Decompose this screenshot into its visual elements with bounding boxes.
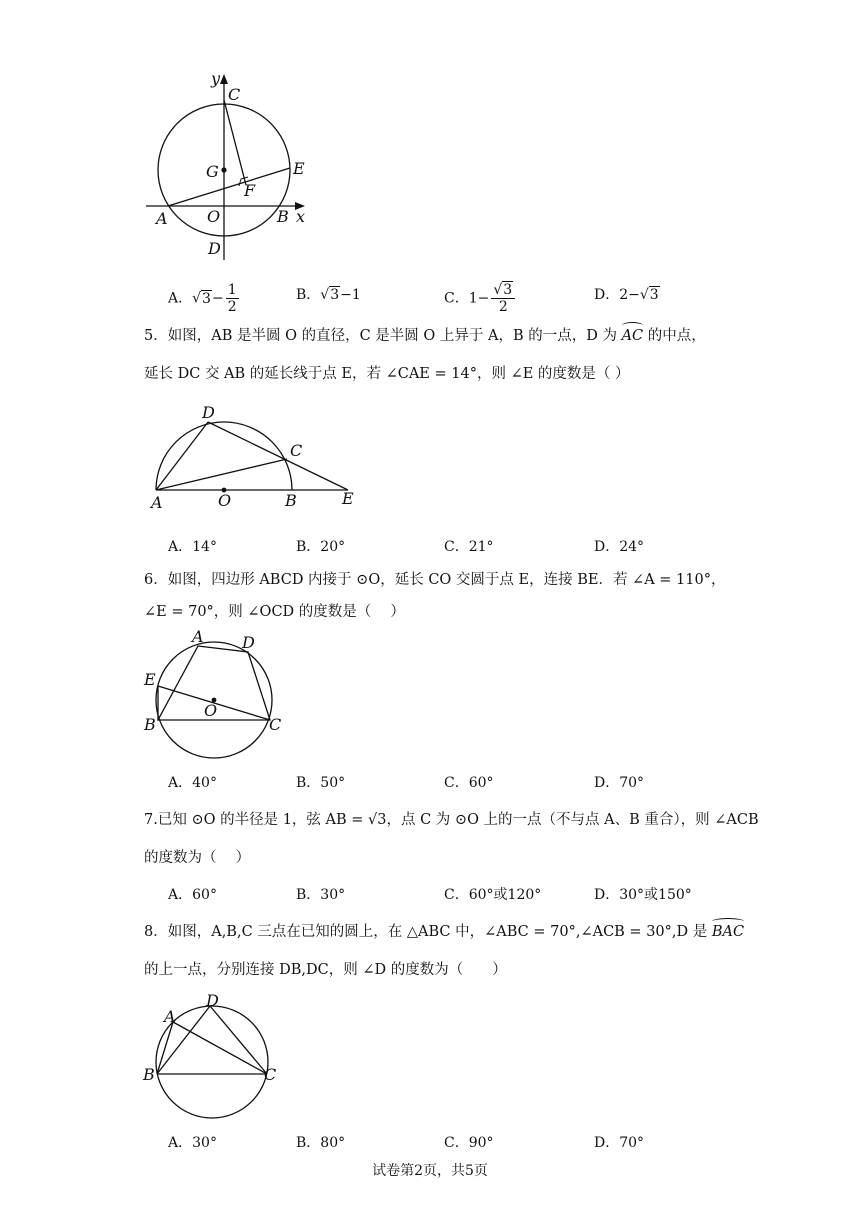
q6-option-c[interactable]: C．60° bbox=[444, 775, 494, 791]
q4-label-e: E bbox=[293, 159, 305, 178]
q4-option-b[interactable]: B．√3−1 bbox=[296, 287, 361, 303]
q8-label-b: B bbox=[143, 1065, 155, 1084]
q4-option-c[interactable]: C．1− $\frac{√3}{2}$ bbox=[444, 282, 517, 315]
q6-options bbox=[168, 772, 728, 796]
q6-label-c: C bbox=[269, 715, 282, 734]
q8-stem-line2: 的上一点，分别连接 DB,DC，则 ∠D 的度数为（ ） bbox=[144, 962, 507, 978]
q4-label-c: C bbox=[228, 85, 241, 104]
q7-options bbox=[168, 884, 728, 908]
q5-stem-line2: 延长 DC 交 AB 的延长线于点 E，若 ∠CAE = 14°，则 ∠E 的度数是（ ） bbox=[144, 366, 630, 382]
q5-option-a[interactable]: A．14° bbox=[168, 539, 217, 555]
q4-label-o: O bbox=[207, 207, 221, 226]
q8-options bbox=[168, 1132, 728, 1156]
q4-options bbox=[168, 282, 728, 315]
q5-figure bbox=[144, 402, 364, 514]
q6-label-o: O bbox=[204, 701, 218, 720]
q6-option-b[interactable]: B．50° bbox=[296, 775, 346, 791]
q5-label-c: C bbox=[290, 441, 303, 460]
q5-option-b[interactable]: B．20° bbox=[296, 539, 346, 555]
q8-figure bbox=[140, 992, 290, 1122]
q8-label-a: A bbox=[164, 1007, 176, 1026]
q5-option-c[interactable]: C．21° bbox=[444, 539, 494, 555]
page-footer: 试卷第2页，共5页 bbox=[372, 1163, 488, 1179]
q7-option-d[interactable]: D．30°或150° bbox=[594, 887, 692, 903]
q8-option-a[interactable]: A．30° bbox=[168, 1135, 217, 1151]
q4-option-a[interactable]: A．√3− $\frac{1}{2}$ bbox=[168, 282, 237, 315]
q5-label-a: A bbox=[151, 493, 163, 512]
q6-figure bbox=[140, 628, 290, 764]
q8-label-d: D bbox=[206, 992, 219, 1010]
q4-label-f: F bbox=[244, 181, 256, 200]
q8-option-c[interactable]: C．90° bbox=[444, 1135, 494, 1151]
q4-label-b: B bbox=[277, 207, 289, 226]
q6-label-e: E bbox=[144, 670, 156, 689]
q4-figure bbox=[140, 70, 320, 265]
q6-stem-line2: ∠E = 70°，则 ∠OCD 的度数是（ ） bbox=[144, 604, 405, 620]
q8-stem-line1: 8．如图，A,B,C 三点在已知的圆上，在 △ABC 中，∠ABC = 70°,∠ACB = 30°,D 是 BAC bbox=[144, 924, 745, 940]
q4-label-a: A bbox=[156, 209, 168, 228]
q8-option-b[interactable]: B．80° bbox=[296, 1135, 346, 1151]
q6-label-b: B bbox=[144, 715, 156, 734]
q5-options bbox=[168, 536, 728, 560]
q5-label-d: D bbox=[202, 403, 215, 422]
q6-option-a[interactable]: A．40° bbox=[168, 775, 217, 791]
q7-stem-line1: 7.已知 ⊙O 的半径是 1，弦 AB = √3，点 C 为 ⊙O 上的一点（不与点 A、B 重合），则 ∠ACB bbox=[144, 812, 759, 828]
q5-label-e: E bbox=[342, 489, 354, 508]
q4-label-y: y bbox=[211, 70, 221, 88]
q5-option-d[interactable]: D．24° bbox=[594, 539, 645, 555]
q4-label-d: D bbox=[208, 239, 221, 258]
q8-label-c: C bbox=[264, 1065, 277, 1084]
q7-option-c[interactable]: C．60°或120° bbox=[444, 887, 542, 903]
q4-label-x: x bbox=[296, 207, 306, 226]
q6-label-a: A bbox=[192, 628, 204, 646]
q8-option-d[interactable]: D．70° bbox=[594, 1135, 645, 1151]
q7-option-a[interactable]: A．60° bbox=[168, 887, 217, 903]
q5-label-o: O bbox=[218, 491, 232, 510]
q6-option-d[interactable]: D．70° bbox=[594, 775, 645, 791]
q4-label-g: G bbox=[206, 162, 219, 181]
q5-stem-line1: 5．如图，AB 是半圆 O 的直径，C 是半圆 O 上异于 A，B 的一点，D 为 AC 的中点， bbox=[144, 328, 706, 344]
q6-stem-line1: 6．如图，四边形 ABCD 内接于 ⊙O，延长 CO 交圆于点 E，连接 BE．若 ∠A = 110°， bbox=[144, 572, 726, 588]
q7-stem-line2: 的度数为（ ） bbox=[144, 850, 251, 866]
q6-label-d: D bbox=[242, 633, 255, 652]
q7-option-b[interactable]: B．30° bbox=[296, 887, 346, 903]
q4-option-d[interactable]: D．2−√3 bbox=[594, 287, 659, 303]
q5-label-b: B bbox=[285, 491, 297, 510]
